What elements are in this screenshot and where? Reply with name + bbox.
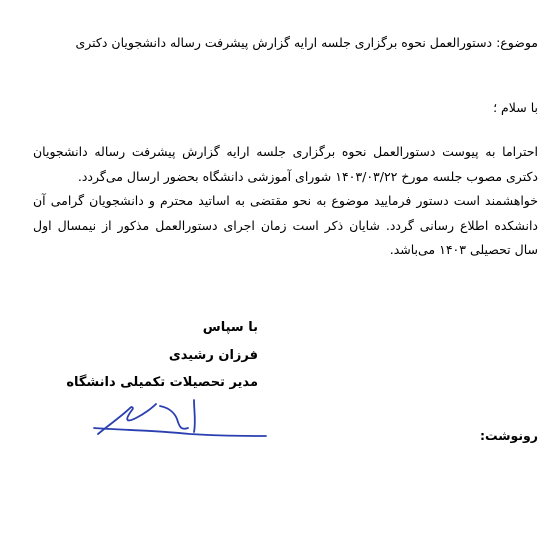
- letter-paragraph-2: خواهشمند است دستور فرمایید موضوع به نحو مقتضی به اساتید محترم و دانشجویان گرامی آن دانشکده اطلاع رسانی گردد. شایان ذکر است زمان اجرای دستورالعمل مذکور از نیمسال اول سال تحصیلی ۱۴۰۳ می‌باشد.: [33, 193, 538, 258]
- closing-text: با سپاس: [202, 320, 258, 335]
- signer-title: مدیر تحصیلات تکمیلی دانشگاه: [66, 375, 258, 390]
- handwritten-signature: [90, 394, 270, 446]
- signer-name: فرزان رشیدی: [168, 348, 258, 363]
- letter-subject: موضوع: دستورالعمل نحوه برگزاری جلسه ارایه گزارش پیشرفت رساله دانشجویان دکتری: [75, 35, 538, 50]
- letter-body: [33, 140, 538, 263]
- letter-salutation: با سلام ؛: [493, 100, 538, 115]
- letter-paragraph-1: احتراما به پیوست دستورالعمل نحوه برگزاری جلسه ارایه گزارش پیشرفت رساله دانشجویان دکتری مصوب جلسه مورخ ۱۴۰۳/۰۳/۲۲ شورای آموزشی دانشگاه بحضور ارسال می‌گردد.: [33, 144, 538, 184]
- cc-label: رونوشت:: [479, 428, 538, 443]
